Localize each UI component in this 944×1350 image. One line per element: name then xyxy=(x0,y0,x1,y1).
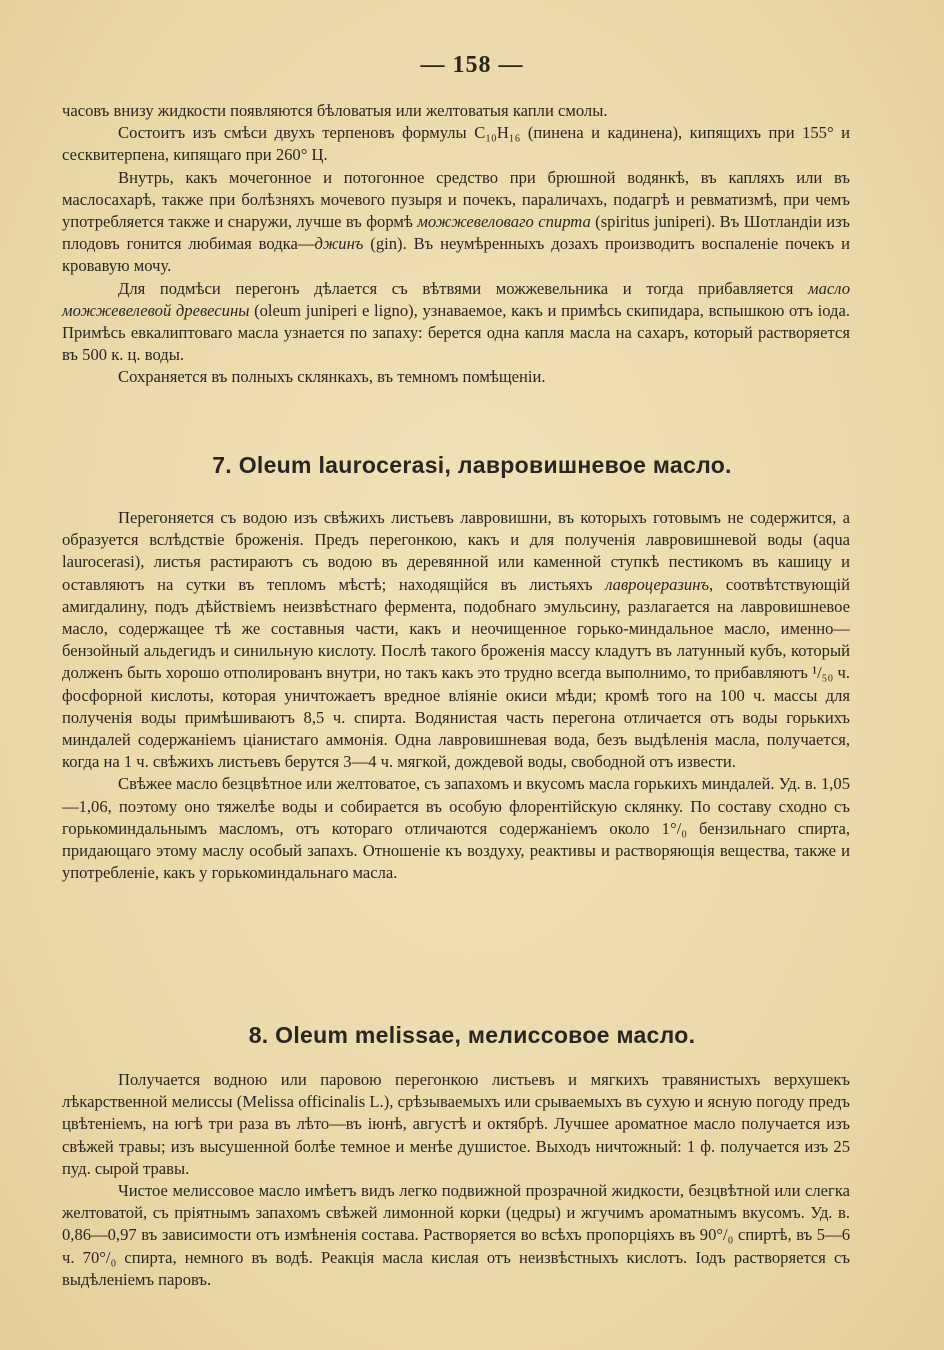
section-8-body xyxy=(62,1069,850,1291)
section-7-body xyxy=(62,507,850,884)
paragraph xyxy=(62,507,850,773)
paragraph: часовъ внизу жидкости появляются бѣловатыя или желтоватыя капли смолы. xyxy=(62,101,608,120)
section-heading-7: 7. Oleum laurocerasi, лавровишневое масло. xyxy=(212,452,732,478)
text-run: (gin). Въ неумѣренныхъ дозахъ производитъ воспаленіе почекъ и кровавую мочу. xyxy=(62,234,850,276)
page-number: — 158 — xyxy=(420,52,524,78)
text-run: (oleum juniperi e ligno), узнаваемое, какъ и примѣсь скипидара, вспышкою отъ іода. Примѣсь евкалиптоваго масла узнается по запаху: берется одна капля масла на сахаръ, который растворяется въ 500 к. ц. воды. xyxy=(62,300,850,365)
italic-term: джинъ xyxy=(314,234,364,254)
paragraph: Получается водною или паровою перегонкою листьевъ и мягкихъ травянистыхъ верхушекъ лѣкарственной мелиссы (Melissa officinalis L.), срѣзываемыхъ или срываемыхъ въ сухую и ясную погоду предъ цвѣтеніемъ, на югѣ три раза въ лѣто—въ іюнѣ, августѣ и октябрѣ. Лучшее ароматное масло получается изъ свѣжей травы; изъ высушенной болѣе темное и менѣе душистое. Выходъ ничтожный: 1 ф. получается изъ 25 пуд. сырой травы. xyxy=(62,1070,850,1178)
text-run: Внутрь, какъ мочегонное и потогонное средство при брюшной водянкѣ, въ капляхъ или въ маслосахарѣ, также при болѣзняхъ мочевого пузыря и почекъ, параличахъ, подагрѣ и ревматизмѣ, при чемъ употребляется также и снаружи, лучше въ формѣ xyxy=(62,167,850,232)
paragraph: Состоитъ изъ смѣси двухъ терпеновъ формулы C₁₀H₁₆ (пинена и кадинена), кипящихъ при 155° и сесквитерпена, кипящаго при 260° Ц. xyxy=(62,123,850,165)
paragraph: Свѣжее масло безцвѣтное или желтоватое, съ запахомъ и вкусомъ масла горькихъ миндалей. Уд. в. 1,05—1,06, поэтому оно тяжелѣе воды и собирается въ особую флорентійскую склянку. По составу сходно съ горькоминдальнымъ масломъ, отъ котораго отличаются содержаніемъ около 1°/₀ бензильнаго спирта, придающаго этому маслу особый запахъ. Отношеніе къ воздуху, реактивы и растворяющія вещества, также и употребленіе, какъ у горькоминдальнаго масла. xyxy=(62,774,850,883)
paragraph xyxy=(62,167,850,278)
paragraph xyxy=(62,278,850,367)
italic-term: масло можжевелевой древесины xyxy=(62,278,850,320)
continued-text-block xyxy=(62,100,850,389)
text-run: Для подмѣси перегонъ дѣлается съ вѣтвями можжевельника и тогда прибавляется xyxy=(118,278,808,298)
paragraph: Сохраняется въ полныхъ склянкахъ, въ темномъ помѣщеніи. xyxy=(118,367,546,387)
paragraph: Чистое мелиссовое масло имѣетъ видъ легко подвижной прозрачной жидкости, безцвѣтной или слегка желтоватой, съ пріятнымъ запахомъ свѣжей лимонной корки (цедры) и жгучимъ ароматнымъ вкусомъ. Уд. в. 0,86—0,97 въ зависимости отъ измѣненія состава. Растворяется во всѣхъ пропорціяхъ въ 90°/₀ спиртѣ, въ 5—6 ч. 70°/₀ спирта, немного въ водѣ. Реакція масла кислая отъ неизвѣстныхъ кислотъ. Іодъ растворяется съ выдѣленіемъ паровъ. xyxy=(62,1181,850,1289)
italic-term: можжевеловаго спирта xyxy=(417,212,591,232)
text-run: Перегоняется съ водою изъ свѣжихъ листьевъ лавровишни, въ которыхъ готовымъ не содержится, а образуется вслѣдствіе броженія. Предъ перегонкою, какъ и для полученія лавровишневой воды (aqua laurocerasi), листья растираютъ съ водою въ деревянной или каменной ступкѣ пестикомъ въ кашицу и оставляютъ на сутки въ тепломъ мѣстѣ; находящійся въ листьяхъ xyxy=(62,508,850,594)
text-run: , соотвѣтствующій амигдалину, подъ дѣйствіемъ неизвѣстнаго фермента, подобнаго эмульсину, разлагается на лавровишневое масло, содержащее тѣ же составныя части, какъ и неочищенное горько-миндальное масло, именно—бензойный альдегидъ и синильную кислоту. Послѣ такого броженія массу кладутъ въ латунный кубъ, который долженъ быть хорошо отполированъ внутри, но такъ какъ это трудно всегда выполнимо, то прибавляютъ ¹/₅₀ ч. фосфорной кислоты, которая уничтожаетъ вредное вліяніе окиси мѣди; кромѣ того на 100 ч. массы для полученія воды примѣшиваютъ 8,5 ч. спирта. Водянистая часть перегона отличается отъ воды горькихъ миндалей содержаніемъ ціанистаго аммонія. Одна лавровишневая вода, безъ выдѣленія масла, получается, когда на 1 ч. свѣжихъ листьевъ берутся 3—4 ч. мягкой, дождевой воды, свободной отъ извести. xyxy=(62,574,850,772)
section-heading-8: 8. Oleum melissae, мелиссовое масло. xyxy=(248,1022,696,1048)
italic-term: лавроцеразинъ xyxy=(605,574,710,594)
text-run: (spiritus juniperi). Въ Шотландіи изъ плодовъ гонится любимая водка— xyxy=(62,212,850,254)
